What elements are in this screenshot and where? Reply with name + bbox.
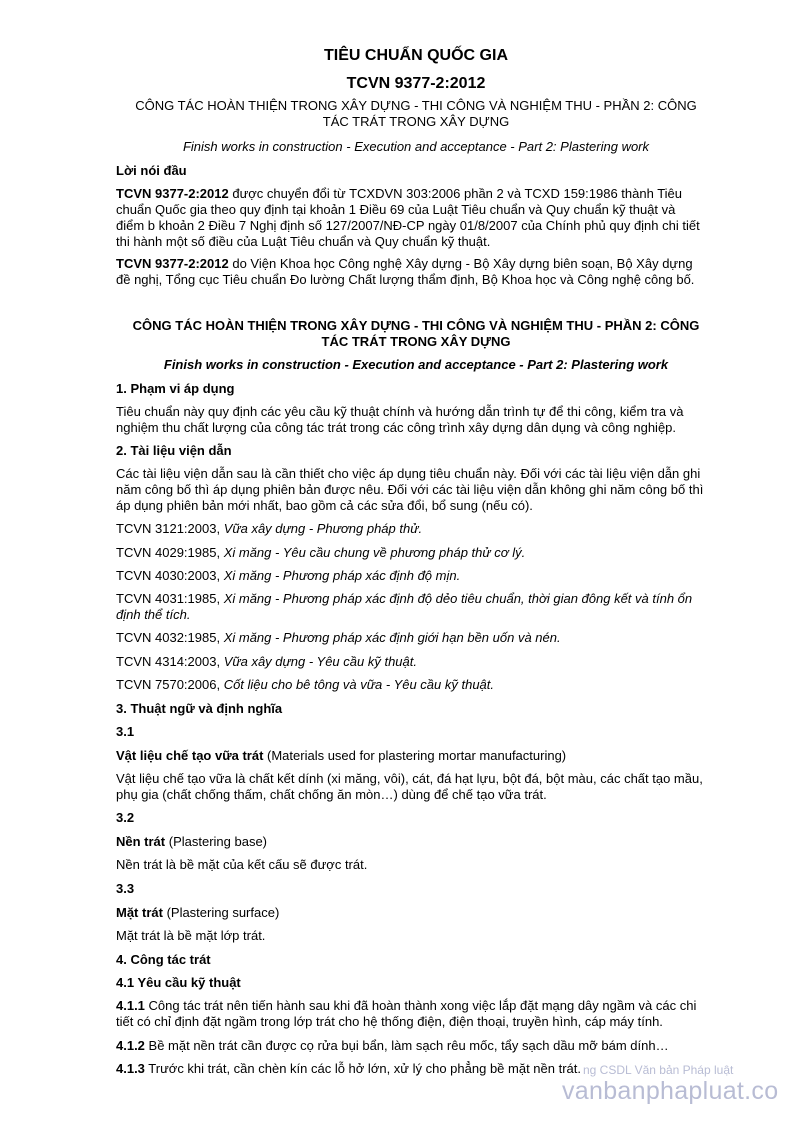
reference-item: TCVN 4032:1985, Xi măng - Phương pháp xác định giới hạn bền uốn và nén.	[116, 630, 561, 645]
section-3-heading: 3. Thuật ngữ và định nghĩa	[116, 701, 283, 716]
term-definition: Mặt trát là bề mặt lớp trát.	[116, 928, 266, 943]
clause-4-1-2: 4.1.2 Bề mặt nền trát cần được cọ rửa bụi bẩn, làm sạch rêu mốc, tẩy sạch dầu mỡ bám dính…	[116, 1038, 669, 1053]
document-subtitle: CÔNG TÁC HOÀN THIỆN TRONG XÂY DỰNG - THI CÔNG VÀ NGHIỆM THU - PHẦN 2: CÔNG TÁC TRÁT TRONG XÂY DỰNG	[135, 98, 697, 129]
section-1-heading: 1. Phạm vi áp dụng	[116, 381, 235, 396]
term-title: Nền trát (Plastering base)	[116, 834, 268, 849]
watermark-caption: ng CSDL Văn bản Pháp luật	[583, 1063, 734, 1077]
document-title: TIÊU CHUẨN QUỐC GIA	[324, 47, 508, 64]
watermark-site: vanbanphapluat.co	[562, 1077, 779, 1105]
section-2-heading: 2. Tài liệu viện dẫn	[116, 443, 232, 458]
document-code: TCVN 9377-2:2012	[346, 75, 486, 92]
reference-item: TCVN 4031:1985, Xi măng - Phương pháp xác định độ dẻo tiêu chuẩn, thời gian đông kết và tính ổn định thể tích.	[116, 591, 693, 622]
term-title: Mặt trát (Plastering surface)	[116, 905, 280, 920]
document-english-title: Finish works in construction - Execution and acceptance - Part 2: Plastering work	[182, 139, 650, 154]
foreword-paragraph-2: TCVN 9377-2:2012 do Viện Khoa học Công nghệ Xây dựng - Bộ Xây dựng biên soạn, Bộ Xây dựng đề nghị, Tổng cục Tiêu chuẩn Đo lường Chất lượng thẩm định, Bộ Khoa học và Công nghệ công bố.	[116, 256, 695, 287]
subsection-4-1-heading: 4.1 Yêu cầu kỹ thuật	[116, 975, 241, 990]
section-2-body: Các tài liệu viện dẫn sau là cần thiết cho việc áp dụng tiêu chuẩn này. Đối với các tài liệu viện dẫn ghi năm công bố thì áp dụng phiên bản được nêu. Đối với các tài liệu viện dẫn không ghi năm công bố thì áp dụng phiên bản mới nhất, bao gồm cả các sửa đổi, bổ sung (nếu có).	[116, 466, 704, 513]
main-title: CÔNG TÁC HOÀN THIỆN TRONG XÂY DỰNG - THI CÔNG VÀ NGHIỆM THU - PHẦN 2: CÔNG TÁC TRÁT TRONG XÂY DỰNG	[132, 318, 700, 349]
clause-4-1-1: 4.1.1 Công tác trát nên tiến hành sau khi đã hoàn thành xong việc lắp đặt mạng dây ngầm và các chi tiết có chỉ định đặt ngầm trong lớp trát cho hệ thống điện, điện thoại, truyền hình, cáp máy tính.	[116, 998, 697, 1029]
section-1-body: Tiêu chuẩn này quy định các yêu cầu kỹ thuật chính và hướng dẫn trình tự để thi công, kiểm tra và nghiệm thu chất lượng của công tác trát trong các công trình xây dựng dân dụng và công nghiệp.	[116, 404, 684, 435]
foreword-paragraph-1: TCVN 9377-2:2012 được chuyển đổi từ TCXDVN 303:2006 phần 2 và TCXD 159:1986 thành Tiêu chuẩn Quốc gia theo quy định tại khoản 1 Điều 69 của Luật Tiêu chuẩn và Quy chuẩn kỹ thuật và điểm b khoản 2 Điều 7 Nghị định số 127/2007/NĐ-CP ngày 01/8/2007 của Chính phủ quy định chi tiết thi hành một số điều của Luật Tiêu chuẩn và Quy chuẩn kỹ thuật.	[116, 186, 700, 249]
section-4-heading: 4. Công tác trát	[116, 952, 211, 967]
clause-4-1-3: 4.1.3 Trước khi trát, cần chèn kín các lỗ hở lớn, xử lý cho phẳng bề mặt nền trát.	[116, 1061, 581, 1076]
term-number: 3.2	[116, 810, 135, 825]
reference-item: TCVN 7570:2006, Cốt liệu cho bê tông và vữa - Yêu cầu kỹ thuật.	[116, 677, 495, 692]
reference-item: TCVN 4029:1985, Xi măng - Yêu cầu chung về phương pháp thử cơ lý.	[116, 545, 526, 560]
reference-item: TCVN 4030:2003, Xi măng - Phương pháp xác định độ mịn.	[116, 568, 461, 583]
term-number: 3.3	[116, 881, 135, 896]
term-definition: Nền trát là bề mặt của kết cấu sẽ được trát.	[116, 857, 368, 872]
term-title: Vật liệu chế tạo vữa trát (Materials used for plastering mortar manufacturing)	[116, 748, 567, 763]
reference-item: TCVN 3121:2003, Vữa xây dựng - Phương pháp thử.	[116, 521, 423, 536]
foreword-heading: Lời nói đầu	[116, 163, 187, 178]
main-english-title: Finish works in construction - Execution and acceptance - Part 2: Plastering work	[163, 357, 669, 372]
reference-item: TCVN 4314:2003, Vữa xây dựng - Yêu cầu kỹ thuật.	[116, 654, 417, 669]
term-definition: Vật liệu chế tạo vữa là chất kết dính (xi măng, vôi), cát, đá hạt lựu, bột đá, bột màu, các chất tạo mầu, phụ gia (chất chống thấm, chất chống ăn mòn…) dùng để chế tạo vữa trát.	[116, 771, 703, 802]
term-number: 3.1	[116, 724, 135, 739]
